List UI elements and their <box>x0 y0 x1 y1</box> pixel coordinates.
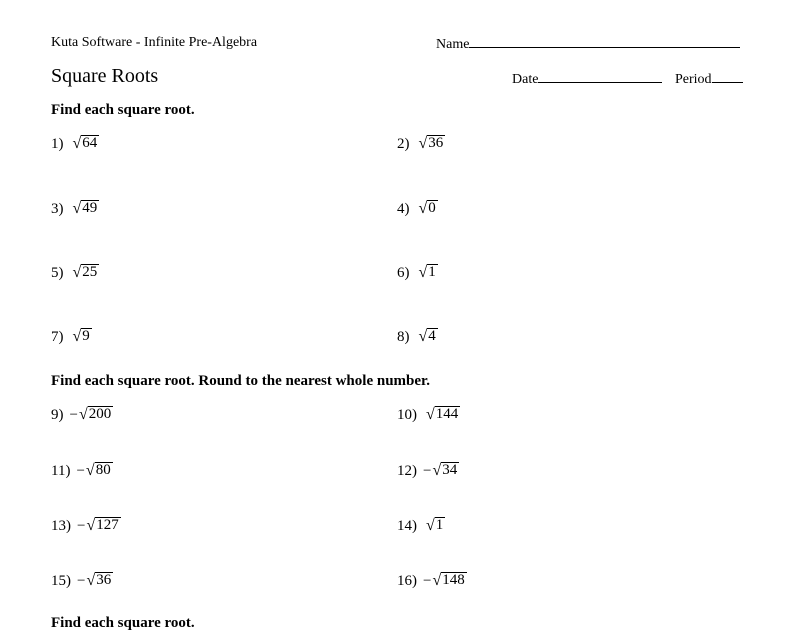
problem-item <box>51 135 99 153</box>
date-label: Date <box>512 72 539 87</box>
problem-number: 16) <box>397 572 417 589</box>
radicand-value: 36 <box>96 572 112 588</box>
radicand-value: 49 <box>82 200 98 216</box>
problem-item <box>397 406 460 424</box>
square-root-expression <box>419 328 438 345</box>
problem-number: 7) <box>51 328 64 345</box>
square-root-expression <box>432 462 459 479</box>
radicand-value: 25 <box>82 264 98 280</box>
square-root-expression <box>73 264 100 281</box>
radical-sign-icon: √ <box>418 199 428 217</box>
problem-number: 3) <box>51 200 64 217</box>
radicand-value: 148 <box>442 572 465 588</box>
problem-item <box>397 200 438 218</box>
radical-sign-icon: √ <box>432 571 442 589</box>
problem-number: 15) <box>51 572 71 589</box>
problem-number: 14) <box>397 517 417 534</box>
radical-sign-icon: √ <box>418 134 428 152</box>
problem-number: 6) <box>397 264 410 281</box>
publisher-label: Kuta Software - Infinite Pre-Algebra <box>51 35 258 50</box>
problem-number: 8) <box>397 328 410 345</box>
problem-item <box>397 264 438 282</box>
radicand-value: 144 <box>435 406 459 422</box>
radicand-value: 9 <box>82 328 90 344</box>
problem-item <box>397 572 467 590</box>
problem-number: 9) <box>51 406 64 423</box>
problem-item <box>397 135 445 153</box>
problem-item <box>51 462 113 480</box>
radical-sign-icon: √ <box>432 461 442 479</box>
problem-item <box>51 517 121 535</box>
radical-sign-icon: √ <box>72 327 82 345</box>
radicand-value: 34 <box>442 462 458 478</box>
date-blank-line <box>538 70 662 83</box>
problem-number: 12) <box>397 462 417 479</box>
negative-sign: − <box>77 572 86 589</box>
problem-item <box>397 328 438 346</box>
date-period-field <box>512 70 743 88</box>
name-label: Name <box>436 37 470 52</box>
period-label: Period <box>674 72 712 87</box>
square-root-expression <box>419 135 446 152</box>
negative-sign: − <box>77 517 86 534</box>
square-root-expression <box>419 264 438 281</box>
radical-sign-icon: √ <box>72 134 82 152</box>
negative-sign: − <box>76 462 85 479</box>
problem-number: 11) <box>51 462 71 479</box>
problem-item <box>51 264 99 282</box>
problem-item <box>51 572 113 590</box>
section-2-instruction: Find each square root. Round to the nearest whole number. <box>51 373 431 389</box>
problem-number: 13) <box>51 517 71 534</box>
square-root-expression <box>426 517 445 534</box>
name-blank-line <box>469 35 740 48</box>
radical-sign-icon: √ <box>85 461 95 479</box>
square-root-expression <box>432 572 466 589</box>
radicand-value: 64 <box>82 135 98 151</box>
radicand-value: 127 <box>96 517 119 533</box>
radical-sign-icon: √ <box>72 199 82 217</box>
radical-sign-icon: √ <box>86 571 96 589</box>
radicand-value: 1 <box>435 517 444 533</box>
radical-sign-icon: √ <box>426 516 435 534</box>
radical-sign-icon: √ <box>72 263 82 281</box>
worksheet-title: Square Roots <box>51 65 159 87</box>
radicand-value: 4 <box>428 328 436 344</box>
problem-number: 4) <box>397 200 410 217</box>
square-root-expression <box>73 200 100 217</box>
problem-number: 5) <box>51 264 64 281</box>
square-root-expression <box>419 200 438 217</box>
square-root-expression <box>79 406 113 423</box>
name-field <box>436 35 740 53</box>
period-blank-line <box>712 70 743 83</box>
radicand-value: 80 <box>95 462 111 478</box>
problem-item <box>51 200 99 218</box>
square-root-expression <box>86 517 120 534</box>
problem-number: 1) <box>51 135 64 152</box>
radical-sign-icon: √ <box>426 405 435 423</box>
square-root-expression <box>86 462 113 479</box>
square-root-expression <box>73 135 100 152</box>
radicand-value: 36 <box>428 135 444 151</box>
square-root-expression <box>426 406 460 423</box>
radicand-value: 0 <box>428 200 436 216</box>
negative-sign: − <box>423 462 432 479</box>
square-root-expression <box>86 572 113 589</box>
problem-item <box>397 517 445 535</box>
problem-number: 2) <box>397 135 410 152</box>
radical-sign-icon: √ <box>418 327 428 345</box>
radicand-value: 200 <box>88 406 112 422</box>
radicand-value: 1 <box>428 264 436 280</box>
radical-sign-icon: √ <box>78 405 88 423</box>
square-root-expression <box>73 328 92 345</box>
section-1-instruction: Find each square root. <box>51 102 195 118</box>
problem-item <box>397 462 459 480</box>
problem-item <box>51 328 92 346</box>
negative-sign: − <box>423 572 432 589</box>
radical-sign-icon: √ <box>418 263 428 281</box>
negative-sign: − <box>69 406 78 423</box>
problem-item <box>51 406 113 424</box>
radical-sign-icon: √ <box>86 516 96 534</box>
problem-number: 10) <box>397 406 417 423</box>
section-3-instruction: Find each square root. <box>51 615 195 631</box>
